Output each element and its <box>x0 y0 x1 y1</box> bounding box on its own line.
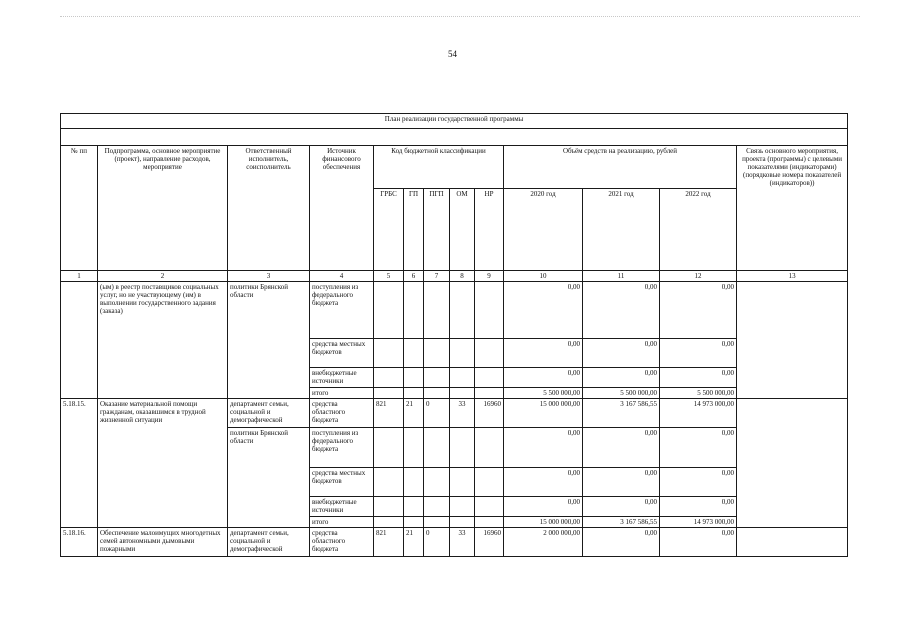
code-pgp: 0 <box>424 399 450 428</box>
column-number: 8 <box>450 271 475 282</box>
header-om: ОМ <box>450 189 475 271</box>
value-2021: 0,00 <box>583 368 660 388</box>
total-2020: 5 500 000,00 <box>504 388 583 399</box>
row-source: средства местных бюджетов <box>310 339 374 368</box>
scan-edge-line <box>60 16 860 17</box>
row-responsible: департамент семьи, социальной и демографической <box>228 399 310 428</box>
header-volume: Объём средств на реализацию, рублей <box>504 146 737 189</box>
table-title-row <box>61 114 848 129</box>
row-responsible: департамент семьи, социальной и демографической <box>228 528 310 557</box>
value-2021: 0,00 <box>583 428 660 468</box>
header-link: Связь основного мероприятия, проекта (программы) с целевыми показателями (индикаторами) (порядковые номера показателей (индикаторов)) <box>737 146 848 271</box>
table-spacer-row <box>61 129 848 146</box>
value-2022: 0,00 <box>660 339 737 368</box>
value-2021: 0,00 <box>583 528 660 557</box>
value-2020: 0,00 <box>504 339 583 368</box>
column-number: 2 <box>98 271 228 282</box>
row-source: внебюджетные источники <box>310 497 374 517</box>
total-2020: 15 000 000,00 <box>504 517 583 528</box>
header-responsible: Ответственный исполнитель, соисполнитель <box>228 146 310 271</box>
row-source-total: итого <box>310 517 374 528</box>
row-source: поступления из федерального бюджета <box>310 282 374 339</box>
row-number: 5.18.15. <box>61 399 98 528</box>
header-pgp: ПГП <box>424 189 450 271</box>
total-2021: 5 500 000,00 <box>583 388 660 399</box>
value-2021: 0,00 <box>583 339 660 368</box>
header-gp: ГП <box>404 189 424 271</box>
row-number: 5.18.16. <box>61 528 98 557</box>
column-number: 4 <box>310 271 374 282</box>
total-2022: 14 973 000,00 <box>660 517 737 528</box>
row-name: Обеспечение малоимущих многодетных семей автономными дымовыми пожарными <box>98 528 228 557</box>
value-2020: 0,00 <box>504 497 583 517</box>
column-number: 3 <box>228 271 310 282</box>
value-2021: 0,00 <box>583 497 660 517</box>
value-2022: 0,00 <box>660 528 737 557</box>
row-name: (ым) в реестр поставщиков социальных услуг, но не участвующему (им) в выполнении государственного задания (заказа) <box>98 282 228 399</box>
value-2022: 14 973 000,00 <box>660 399 737 428</box>
row-source-total: итого <box>310 388 374 399</box>
column-number: 10 <box>504 271 583 282</box>
header-subprogram: Подпрограмма, основное мероприятие (проект), направление расходов, мероприятие <box>98 146 228 271</box>
header-2020: 2020 год <box>504 189 583 271</box>
value-2022: 0,00 <box>660 497 737 517</box>
code-om: 33 <box>450 399 475 428</box>
value-2022: 0,00 <box>660 368 737 388</box>
row-responsible: политики Брянской области <box>228 282 310 399</box>
code-gp: 21 <box>404 399 424 428</box>
total-2022: 5 500 000,00 <box>660 388 737 399</box>
table-row <box>61 528 848 557</box>
column-number: 11 <box>583 271 660 282</box>
column-number: 7 <box>424 271 450 282</box>
row-source: средства областного бюджета <box>310 528 374 557</box>
header-num: № пп <box>61 146 98 271</box>
value-2022: 0,00 <box>660 468 737 497</box>
program-plan-table <box>60 113 848 557</box>
value-2020: 0,00 <box>504 368 583 388</box>
row-responsible: политики Брянской области <box>228 428 310 528</box>
header-nr: НР <box>475 189 504 271</box>
code-nr: 16960 <box>475 528 504 557</box>
table-row <box>61 399 848 428</box>
row-source: средства областного бюджета <box>310 399 374 428</box>
value-2020: 2 000 000,00 <box>504 528 583 557</box>
value-2022: 0,00 <box>660 282 737 339</box>
column-number-row <box>61 271 848 282</box>
table-row <box>61 282 848 339</box>
column-number: 5 <box>374 271 404 282</box>
header-row <box>61 146 848 189</box>
value-2021: 0,00 <box>583 282 660 339</box>
value-2022: 0,00 <box>660 428 737 468</box>
value-2021: 0,00 <box>583 468 660 497</box>
total-2021: 3 167 586,55 <box>583 517 660 528</box>
column-number: 13 <box>737 271 848 282</box>
row-source: внебюджетные источники <box>310 368 374 388</box>
row-source: поступления из федерального бюджета <box>310 428 374 468</box>
value-2020: 15 000 000,00 <box>504 399 583 428</box>
code-gp: 21 <box>404 528 424 557</box>
code-grbs: 821 <box>374 399 404 428</box>
code-om: 33 <box>450 528 475 557</box>
value-2021: 3 167 586,55 <box>583 399 660 428</box>
code-grbs: 821 <box>374 528 404 557</box>
header-grbs: ГРБС <box>374 189 404 271</box>
header-source: Источник финансового обеспечения <box>310 146 374 271</box>
header-budget-code: Код бюджетной классификации <box>374 146 504 189</box>
value-2020: 0,00 <box>504 282 583 339</box>
header-2021: 2021 год <box>583 189 660 271</box>
row-source: средства местных бюджетов <box>310 468 374 497</box>
code-nr: 16960 <box>475 399 504 428</box>
code-pgp: 0 <box>424 528 450 557</box>
column-number: 6 <box>404 271 424 282</box>
table-title: План реализации государственной программы <box>61 114 848 129</box>
column-number: 12 <box>660 271 737 282</box>
row-name: Оказание материальной помощи гражданам, оказавшимся в трудной жизненной ситуации <box>98 399 228 528</box>
header-2022: 2022 год <box>660 189 737 271</box>
column-number: 9 <box>475 271 504 282</box>
value-2020: 0,00 <box>504 468 583 497</box>
column-number: 1 <box>61 271 98 282</box>
value-2020: 0,00 <box>504 428 583 468</box>
page-number: 54 <box>448 49 457 59</box>
